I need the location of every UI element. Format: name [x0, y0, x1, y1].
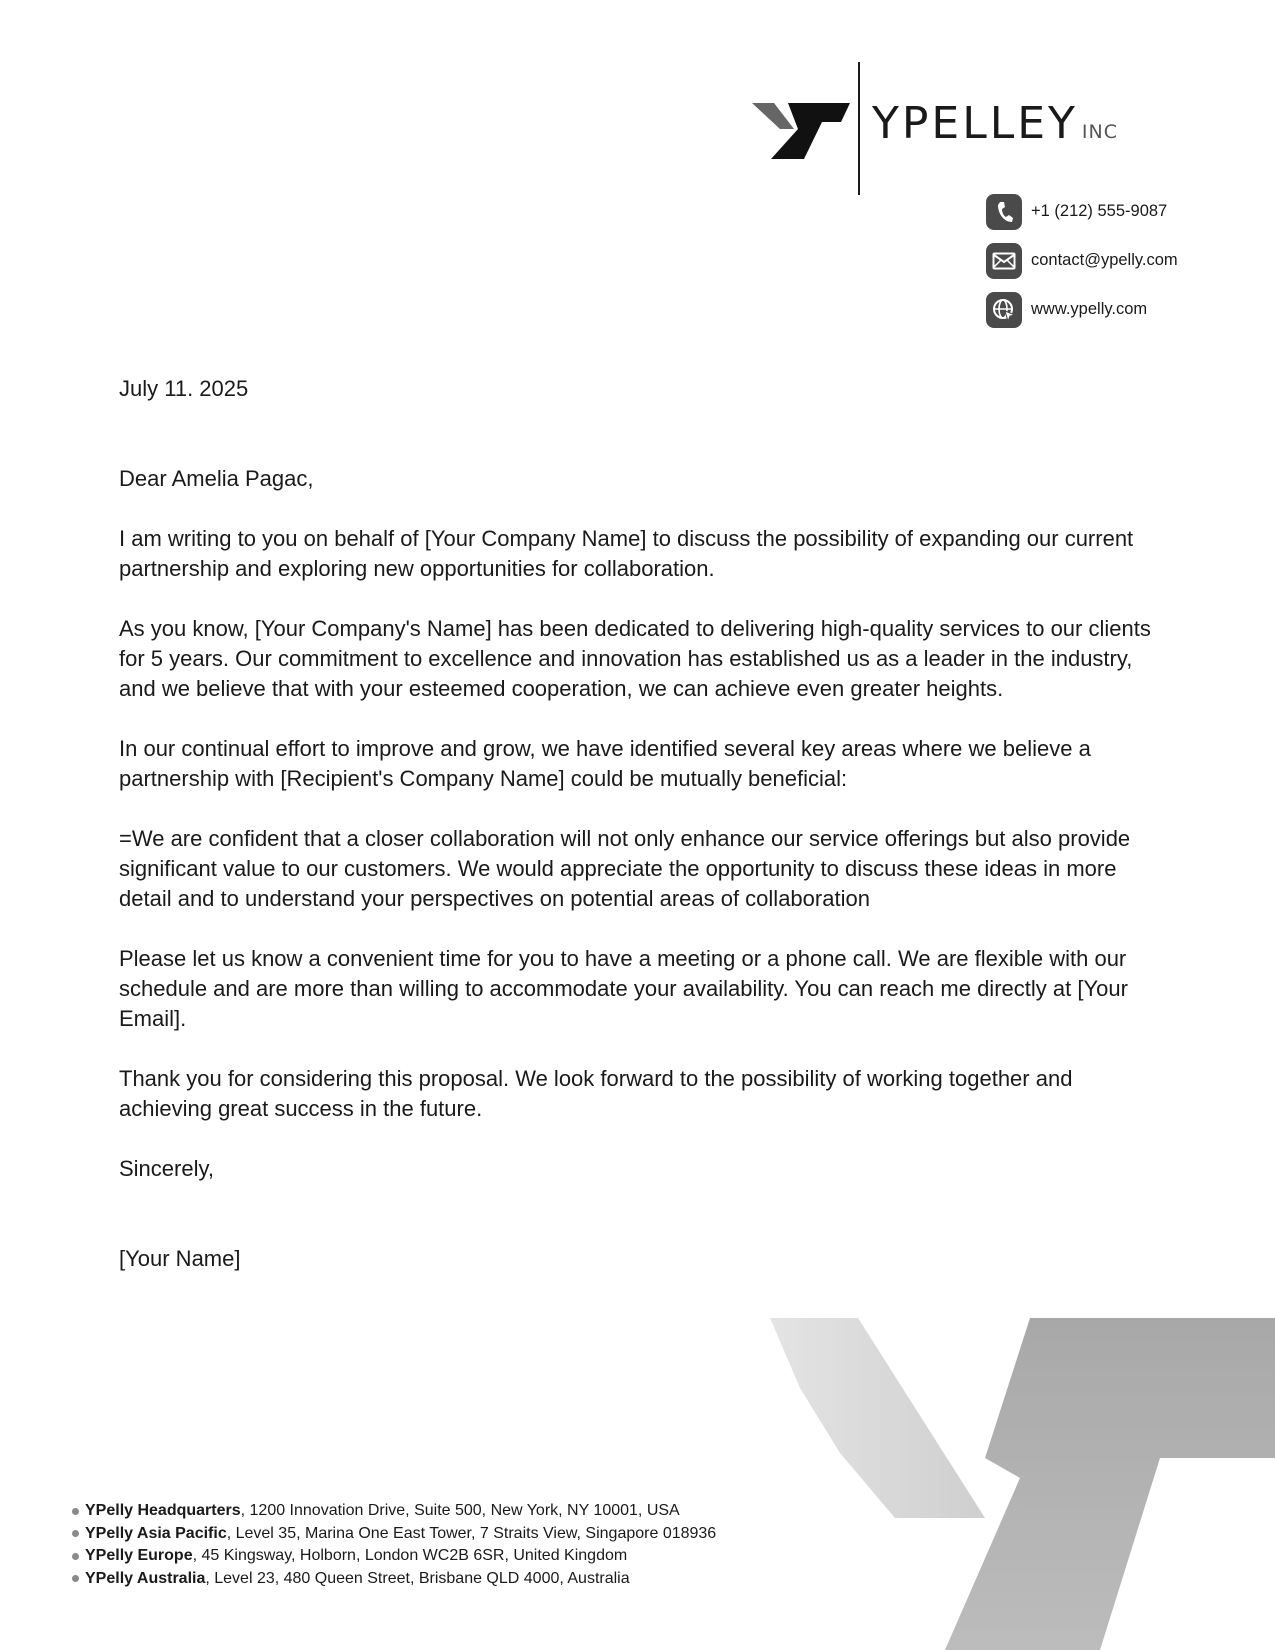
- bullet-icon: [72, 1575, 79, 1582]
- globe-cursor-icon: [986, 292, 1022, 328]
- office-address-list: [72, 1500, 716, 1590]
- office-address-item: [72, 1568, 716, 1591]
- email-address[interactable]: contact@ypelly.com: [1031, 251, 1178, 269]
- mail-icon: [986, 243, 1022, 279]
- contact-list: [986, 193, 1178, 340]
- bullet-icon: [72, 1508, 79, 1515]
- letter-paragraph: I am writing to you on behalf of [Your Company Name] to discuss the possibility of expanding our current partnership and exploring new opportunities for collaboration.: [119, 526, 1134, 581]
- ypelley-watermark-icon: [770, 1318, 1275, 1650]
- letter-date: July 11. 2025: [119, 376, 249, 401]
- company-suffix: INC: [1081, 121, 1119, 143]
- phone-icon: [986, 194, 1022, 230]
- letter-signature: [Your Name]: [119, 1246, 241, 1271]
- office-address: , Level 23, 480 Queen Street, Brisbane QLD 4000, Australia: [205, 1569, 630, 1587]
- bullet-icon: [72, 1530, 79, 1537]
- letter-paragraph: =We are confident that a closer collaboration will not only enhance our service offerings but also provide significant value to our customers. We would appreciate the opportunity to discuss these ideas in more detail and to understand your perspectives on potential areas of collaboration: [119, 826, 1131, 911]
- website-url[interactable]: www.ypelly.com: [1031, 300, 1148, 318]
- letter-salutation: Dear Amelia Pagac,: [119, 466, 314, 491]
- office-name: YPelly Australia: [85, 1569, 206, 1587]
- bullet-icon: [72, 1553, 79, 1560]
- office-address-item: [72, 1545, 716, 1568]
- office-name: YPelly Asia Pacific: [85, 1524, 227, 1542]
- ypelley-y-logo-icon: [752, 97, 850, 159]
- office-address: , 45 Kingsway, Holborn, London WC2B 6SR, United Kingdom: [192, 1547, 628, 1564]
- office-address-item: [72, 1523, 716, 1546]
- office-address: , 1200 Innovation Drive, Suite 500, New York, NY 10001, USA: [240, 1502, 680, 1519]
- company-wordmark: [872, 98, 1119, 149]
- company-name: YPELLEY: [872, 98, 1078, 149]
- letter-paragraph: In our continual effort to improve and grow, we have identified several key areas where we believe a partnership with [Recipient's Company Name] could be mutually beneficial:: [119, 736, 1091, 791]
- contact-email: [986, 242, 1178, 279]
- logo-divider: [858, 62, 860, 195]
- letter-paragraph: Thank you for considering this proposal. We look forward to the possibility of working together and achieving great success in the future.: [119, 1066, 1073, 1121]
- letter-paragraph: Please let us know a convenient time for you to have a meeting or a phone call. We are flexible with our schedule and are more than willing to accommodate your availability. You can reach me directly at [Your Email].: [119, 946, 1128, 1031]
- office-name: YPelly Europe: [85, 1547, 193, 1564]
- office-name: YPelly Headquarters: [85, 1502, 241, 1519]
- letter-body: [119, 374, 1159, 1274]
- phone-number[interactable]: +1 (212) 555-9087: [1031, 202, 1168, 220]
- letter-paragraph: As you know, [Your Company's Name] has been dedicated to delivering high-quality services to our clients for 5 years. Our commitment to excellence and innovation has established us as a leader in the industry, and we believe that with your esteemed cooperation, we can achieve even greater heights.: [119, 616, 1151, 701]
- contact-phone: [986, 193, 1178, 230]
- contact-website: [986, 291, 1178, 328]
- office-address-item: [72, 1500, 716, 1523]
- letter-closing: Sincerely,: [119, 1156, 214, 1181]
- office-address: , Level 35, Marina One East Tower, 7 Straits View, Singapore 018936: [226, 1524, 717, 1542]
